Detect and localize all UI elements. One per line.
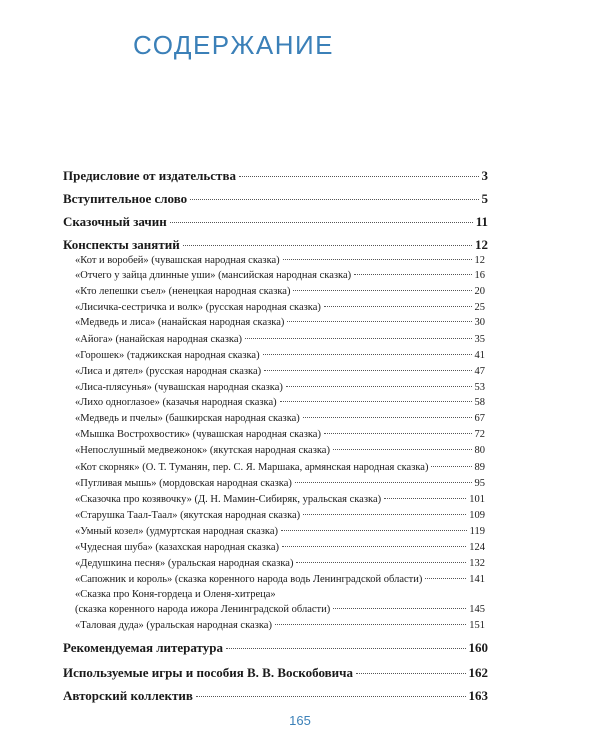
toc-section-entry[interactable] [63,168,488,184]
dot-leader [263,354,472,355]
dot-leader [425,578,466,579]
dot-leader [283,259,472,260]
toc-entry-page: 20 [474,286,485,297]
toc-entry-page: 109 [469,510,485,521]
toc-section-entry[interactable] [63,688,488,704]
toc-entry-page: 145 [469,604,485,615]
toc-entry-title: «Таловая дуда» (уральская народная сказка) [75,620,272,631]
page-title: СОДЕРЖАНИЕ [133,30,335,60]
toc-entry-title: «Умный козел» (удмуртская народная сказка) [75,526,278,537]
dot-leader [281,530,467,531]
toc-entry-title: «Пугливая мышь» (мордовская народная сказка) [75,478,292,489]
toc-subentry[interactable] [75,478,485,489]
dot-leader [384,498,466,499]
toc-subentry[interactable] [75,413,485,424]
toc-entry-title: «Медведь и лиса» (нанайская народная сказка) [75,317,285,328]
dot-leader [303,417,472,418]
dot-leader [354,274,471,275]
toc-entry-title: «Сапожник и король» (сказка коренного народа водь Ленинградской области) [75,574,423,585]
dot-leader [280,401,472,402]
toc-section-entry[interactable] [63,191,488,207]
toc-entry-title: «Медведь и пчелы» (башкирская народная сказка) [75,413,300,424]
dot-leader [293,290,471,291]
toc-entry-title: «Старушка Таал-Таал» (якутская народная сказка) [75,510,301,521]
dot-leader [275,624,466,625]
toc-entry-page: 101 [469,494,485,505]
toc-entry-title: «Кот и воробей» (чувашская народная сказка) [75,255,280,266]
toc-subentry[interactable] [75,445,485,456]
toc-entry-title: Предисловие от издательства [63,168,236,183]
toc-subentry[interactable] [75,574,485,585]
toc-entry-page: 132 [469,558,485,569]
toc-entry-title: «Айога» (нанайская народная сказка) [75,334,243,345]
toc-section-entry[interactable] [63,665,488,681]
toc-entry-title: «Лихо одноглазое» (казачья народная сказка) [75,397,277,408]
toc-entry-page: 58 [474,397,485,408]
toc-entry-page: 80 [474,445,485,456]
toc-entry-page: 3 [481,168,488,183]
toc-entry-page: 124 [469,542,485,553]
toc-subentry[interactable] [75,270,485,281]
toc-entry-title: «Сказочка про козявочку» (Д. Н. Мамин-Сибиряк, уральская сказка) [75,494,382,505]
toc-entry-page: 141 [469,574,485,585]
toc-entry-page: 151 [469,620,485,631]
toc-entry-page: 160 [468,640,488,655]
toc-entry-title: «Отчего у зайца длинные уши» (мансийская народная сказка) [75,270,352,281]
dot-leader [264,370,471,371]
page-number: 165 [289,713,311,728]
dot-leader [196,696,466,697]
toc-subentry[interactable] [75,462,485,473]
toc-entry-page: 162 [468,665,488,680]
toc-section-entry[interactable] [63,237,488,253]
toc-section-entry[interactable] [63,640,488,656]
toc-entry-title: «Кот скорняк» (О. Т. Туманян, пер. С. Я. Маршака, армянская народная сказка) [75,462,429,473]
dot-leader [333,449,472,450]
toc-entry-title: Используемые игры и пособия В. В. Воскобовича [63,665,353,680]
toc-entry-title: «Горошек» (таджикская народная сказка) [75,350,260,361]
toc-entry-page: 89 [474,462,485,473]
toc-subentry[interactable] [75,494,485,505]
toc-entry-title: «Непослушный медвежонок» (якутская народная сказка) [75,445,330,456]
dot-leader [356,673,466,674]
toc-entry-page: 67 [474,413,485,424]
dot-leader [282,546,466,547]
toc-entry-title: «Кто лепешки съел» (ненецкая народная сказка) [75,286,291,297]
toc-entry-page: 35 [474,334,485,345]
toc-entry-title: Сказочный зачин [63,214,167,229]
dot-leader [295,482,472,483]
toc-subentry[interactable] [75,350,485,361]
toc-subentry[interactable] [75,429,485,440]
toc-entry-preline: «Сказка про Коня-гордеца и Оленя-хитреца» [75,589,276,600]
toc-entry-title: Конспекты занятий [63,237,180,252]
toc-entry-title: Рекомендуемая литература [63,640,223,655]
toc-subentry[interactable] [75,542,485,553]
toc-entry-page: 53 [474,382,485,393]
toc-entry-page: 11 [475,214,488,229]
toc-entry-title: «Лисичка-сестричка и волк» (русская народная сказка) [75,302,321,313]
toc-subentry[interactable] [75,302,485,313]
toc-entry-page: 95 [474,478,485,489]
toc-subentry[interactable] [75,255,485,266]
dot-leader [431,466,471,467]
toc-entry-title: «Чудесная шуба» (казахская народная сказка) [75,542,280,553]
dot-leader [296,562,466,563]
toc-entry-page: 119 [469,526,485,537]
toc-entry-page: 5 [481,191,488,206]
toc-subentry[interactable] [75,286,485,297]
toc-entry-title: «Мышка Вострохвостик» (чувашская народная сказка) [75,429,321,440]
toc-entry-title: «Лиса-плясунья» (чувашская народная сказка) [75,382,283,393]
dot-leader [324,433,472,434]
toc-section-entry[interactable] [63,214,488,230]
toc-entry-title: «Дедушкина песня» (уральская народная сказка) [75,558,294,569]
dot-leader [333,608,466,609]
toc-entry-page: 72 [474,429,485,440]
toc-subentry[interactable] [75,620,485,631]
toc-entry-title: (сказка коренного народа ижора Ленинградской области) [75,604,331,615]
toc-entry-page: 30 [474,317,485,328]
toc-entry-title: Авторский коллектив [63,688,193,703]
dot-leader [245,338,471,339]
dot-leader [190,199,478,200]
toc-subentry[interactable] [75,604,485,615]
dot-leader [287,321,471,322]
dot-leader [226,648,466,649]
dot-leader [303,514,466,515]
toc-entry-page: 12 [475,237,488,252]
toc-subentry[interactable] [75,397,485,408]
dot-leader [183,245,472,246]
dot-leader [170,222,473,223]
toc-subentry[interactable] [75,526,485,537]
toc-subentry[interactable] [75,317,485,328]
toc-subentry[interactable] [75,334,485,345]
toc-entry-title: Вступительное слово [63,191,188,206]
toc-entry-page: 16 [474,270,485,281]
toc-entry-page: 12 [474,255,485,266]
toc-entry-page: 163 [468,688,488,703]
toc-entry-title: «Лиса и дятел» (русская народная сказка) [75,366,262,377]
dot-leader [239,176,479,177]
toc-subentry[interactable] [75,366,485,377]
toc-subentry[interactable] [75,510,485,521]
dot-leader [324,306,472,307]
toc-entry-page: 41 [474,350,485,361]
toc-entry-page: 25 [474,302,485,313]
dot-leader [286,386,472,387]
toc-subentry[interactable] [75,558,485,569]
toc-entry-page: 47 [474,366,485,377]
toc-subentry[interactable] [75,382,485,393]
